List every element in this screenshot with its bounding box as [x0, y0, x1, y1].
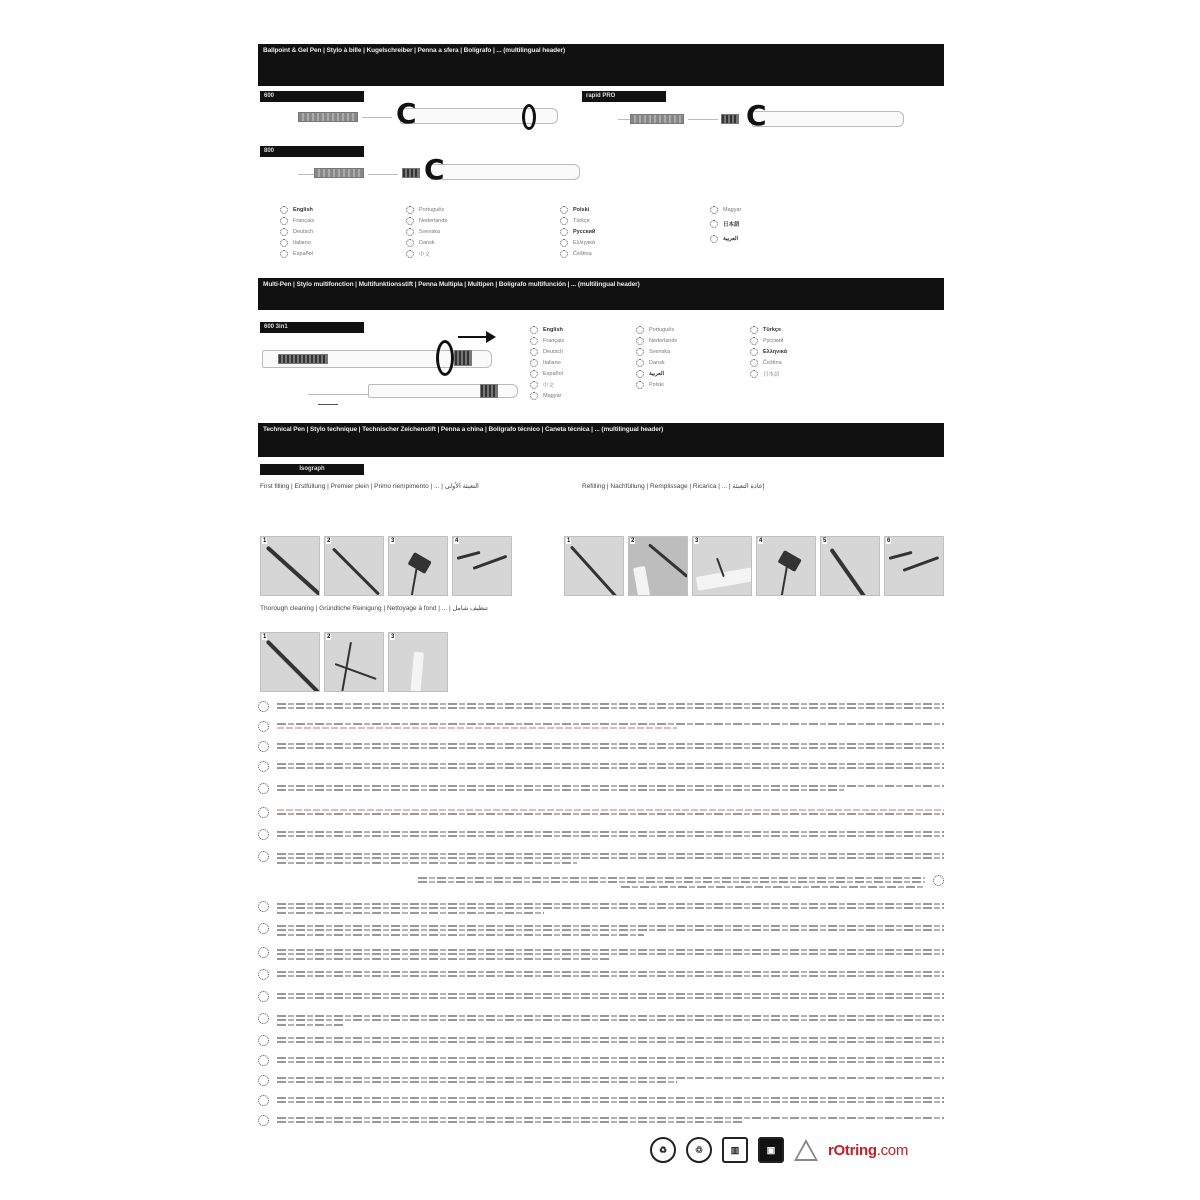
- tab-600-3in1: 600 3in1: [260, 322, 364, 333]
- brand-logo: rOtring.com: [828, 1141, 909, 1159]
- language-flag-icon: [750, 326, 758, 334]
- tab-800: 800: [260, 146, 364, 157]
- language-flag-icon: [258, 1095, 269, 1106]
- language-flag-icon: [636, 381, 644, 389]
- language-flag-icon: [636, 326, 644, 334]
- language-flag-icon: [258, 1075, 269, 1086]
- language-list-1: English Français Deutsch Italiano Español: [280, 204, 314, 259]
- thorough-cleaning-heading: Thorough cleaning | Gründliche Reinigung | Nettoyage à fond | ... | تنظيف شامل: [260, 605, 488, 612]
- step-photo: 3: [692, 536, 752, 596]
- language-flag-icon: [280, 239, 288, 247]
- language-list-3: Polski Türkçe Русский Ελληνικά Čeština: [560, 204, 595, 259]
- step-photo: 3: [388, 536, 448, 596]
- language-list-4: Magyar 日本語 العربية: [710, 204, 741, 244]
- language-flag-icon: [560, 228, 568, 236]
- language-flag-icon: [530, 370, 538, 378]
- multipen-language-list-1: English Français Deutsch Italiano Español 中文 Magyar: [530, 324, 564, 401]
- tab-isograph: Isograph: [260, 464, 364, 475]
- language-flag-icon: [258, 701, 269, 712]
- step-photo: 1: [260, 632, 320, 692]
- step-photo: 3: [388, 632, 448, 692]
- step-photo: 2: [628, 536, 688, 596]
- language-flag-icon: [560, 239, 568, 247]
- language-flag-icon: [560, 206, 568, 214]
- language-flag-icon: [406, 206, 414, 214]
- language-flag-icon: [530, 348, 538, 356]
- rotate-ring-icon: [522, 104, 536, 130]
- language-flag-icon: [750, 370, 758, 378]
- language-flag-icon: [258, 947, 269, 958]
- language-flag-icon: [750, 337, 758, 345]
- step-photo: 5: [820, 536, 880, 596]
- language-flag-icon: [258, 807, 269, 818]
- step-photo: 1: [260, 536, 320, 596]
- first-filling-heading: First filling | Erstfüllung | Premier plein | Primo riempimento | ... | التعبئة الأولى: [260, 483, 479, 490]
- language-flag-icon: [406, 250, 414, 258]
- language-flag-icon: [933, 875, 944, 886]
- step-photo: 4: [756, 536, 816, 596]
- language-flag-icon: [258, 851, 269, 862]
- step-photo: 6: [884, 536, 944, 596]
- language-flag-icon: [636, 337, 644, 345]
- packaging-dark-icon: ▣: [758, 1137, 784, 1163]
- language-flag-icon: [280, 250, 288, 258]
- language-flag-icon: [258, 923, 269, 934]
- ballpoint-section-banner: Ballpoint & Gel Pen | Stylo à bille | Kugelschreiber | Penna a sfera | Bolígrafo | ... (multilingual header): [258, 44, 944, 86]
- language-flag-icon: [258, 761, 269, 772]
- language-flag-icon: [710, 206, 718, 214]
- step-photo: 4: [452, 536, 512, 596]
- multipen-language-list-2: Português Nederlands Svenska Dansk العربية Polski: [636, 324, 677, 390]
- language-flag-icon: [710, 235, 718, 243]
- language-flag-icon: [636, 359, 644, 367]
- step-photo: 2: [324, 632, 384, 692]
- multipen-section-banner: Multi-Pen | Stylo multifonction | Multifunktionsstift | Penna Multipla | Multipen | Bolígrafo multifunción | ... (multilingual header): [258, 278, 944, 310]
- language-flag-icon: [280, 206, 288, 214]
- language-flag-icon: [406, 217, 414, 225]
- language-flag-icon: [636, 370, 644, 378]
- language-flag-icon: [258, 969, 269, 980]
- language-flag-icon: [560, 250, 568, 258]
- language-list-2: Português Nederlands Svenska Dansk 中文: [406, 204, 447, 259]
- language-flag-icon: [258, 1035, 269, 1046]
- language-flag-icon: [258, 721, 269, 732]
- language-flag-icon: [406, 228, 414, 236]
- language-flag-icon: [258, 901, 269, 912]
- rotate-arrow-icon: C: [424, 153, 445, 186]
- step-photo: 1: [564, 536, 624, 596]
- tab-600: 600: [260, 91, 364, 102]
- language-flag-icon: [258, 829, 269, 840]
- refilling-heading: Refilling | Nachfüllung | Remplissage | Ricarica | ... | إعادة التعبئة: [582, 483, 765, 490]
- language-flag-icon: [280, 228, 288, 236]
- arrow-right-icon: [458, 336, 488, 338]
- language-flag-icon: [258, 1115, 269, 1126]
- tab-rapid-pro: rapid PRO: [582, 91, 666, 102]
- language-flag-icon: [750, 359, 758, 367]
- language-flag-icon: [530, 359, 538, 367]
- language-flag-icon: [530, 326, 538, 334]
- language-flag-icon: [406, 239, 414, 247]
- disposal-icon: ♲: [686, 1137, 712, 1163]
- language-flag-icon: [258, 991, 269, 1002]
- language-flag-icon: [258, 741, 269, 752]
- language-flag-icon: [560, 217, 568, 225]
- warning-triangle-icon: [794, 1139, 818, 1161]
- language-flag-icon: [258, 1055, 269, 1066]
- rotate-arrow-icon: C: [746, 99, 767, 132]
- rotate-arrow-icon: C: [396, 97, 417, 130]
- language-flag-icon: [750, 348, 758, 356]
- packaging-icon: ▥: [722, 1137, 748, 1163]
- multipen-language-list-3: Türkçe Русский Ελληνικά Čeština 日本語: [750, 324, 787, 379]
- rotate-ring-icon: [436, 340, 454, 376]
- language-flag-icon: [530, 392, 538, 400]
- technical-section-banner: Technical Pen | Stylo technique | Technischer Zeichenstift | Penna a china | Bolígrafo técnico | Caneta técnica | ... (multilingual header): [258, 423, 944, 457]
- language-flag-icon: [530, 381, 538, 389]
- footer: [650, 1130, 950, 1170]
- language-flag-icon: [258, 783, 269, 794]
- language-flag-icon: [258, 1013, 269, 1024]
- recycling-icon: ♻: [650, 1137, 676, 1163]
- step-photo: 2: [324, 536, 384, 596]
- language-flag-icon: [530, 337, 538, 345]
- language-flag-icon: [710, 220, 718, 228]
- language-flag-icon: [636, 348, 644, 356]
- language-flag-icon: [280, 217, 288, 225]
